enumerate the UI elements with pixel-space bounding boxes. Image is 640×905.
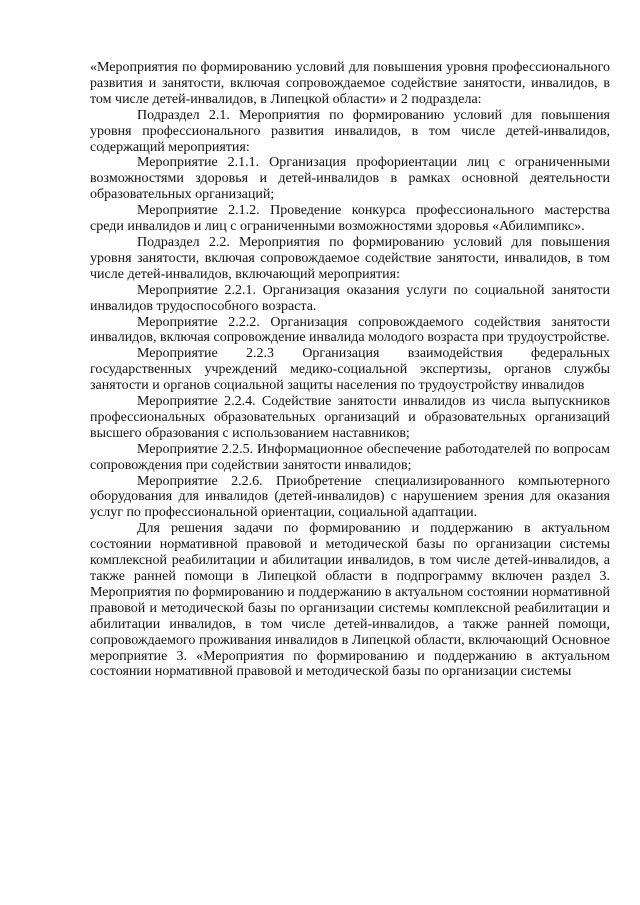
paragraph-measure-2-2-5: Мероприятие 2.2.5. Информационное обеспечение работодателей по вопросам сопровождения при содействии занятости инвалидов; xyxy=(90,441,610,473)
paragraph-intro-continuation: «Мероприятия по формированию условий для повышения уровня профессионального развития и занятости, включая сопровождаемое содействие занятости, инвалидов, в том числе детей-инвалидов, в Липецкой области» и 2 подраздела: xyxy=(90,60,610,107)
paragraph-measure-2-2-2: Мероприятие 2.2.2. Организация сопровождаемого содействия занятости инвалидов, включая сопровождение инвалида молодого возраста при трудоустройстве. xyxy=(90,314,610,346)
paragraph-measure-2-2-3: Мероприятие 2.2.3 Организация взаимодействия федеральных государственных учреждений медико-социальной экспертизы, органов службы занятости и органов социальной защиты населения по трудоустройству инвалидов xyxy=(90,346,610,394)
document-page xyxy=(90,60,610,680)
paragraph-measure-2-2-1: Мероприятие 2.2.1. Организация оказания услуги по социальной занятости инвалидов трудоспособного возраста. xyxy=(90,282,610,314)
paragraph-measure-2-2-6: Мероприятие 2.2.6. Приобретение специализированного компьютерного оборудования для инвалидов (детей-инвалидов) с нарушением зрения для оказания услуг по профессиональной ориентации, социальной адаптации. xyxy=(90,473,610,521)
paragraph-section-3: Для решения задачи по формированию и поддержанию в актуальном состоянии нормативной правовой и методической базы по организации системы комплексной реабилитации и абилитации инвалидов, в том числе детей-инвалидов, а также ранней помощи в Липецкой области в подпрограмму включен раздел 3. Мероприятия по формированию и поддержанию в актуальном состоянии нормативной правовой и методической базы по организации системы комплексной реабилитации и абилитации инвалидов, в том числе детей-инвалидов, а также ранней помощи, сопровождаемого проживания инвалидов в Липецкой области, включающий Основное мероприятие 3. «Мероприятия по формированию и поддержанию в актуальном состоянии нормативной правовой и методической базы по организации системы xyxy=(90,521,610,680)
paragraph-measure-2-2-4: Мероприятие 2.2.4. Содействие занятости инвалидов из числа выпускников профессиональных образовательных организаций и образовательных организаций высшего образования с использованием наставников; xyxy=(90,394,610,441)
paragraph-subsection-2-2: Подраздел 2.2. Мероприятия по формированию условий для повышения уровня занятости, включая сопровождаемое содействие занятости, инвалидов, в том числе детей-инвалидов, включающий мероприятия: xyxy=(90,234,610,282)
paragraph-measure-2-1-1: Мероприятие 2.1.1. Организация профориентации лиц с ограниченными возможностями здоровья и детей-инвалидов в рамках основной деятельности образовательных организаций; xyxy=(90,155,610,203)
paragraph-measure-2-1-2: Мероприятие 2.1.2. Проведение конкурса профессионального мастерства среди инвалидов и лиц с ограниченными возможностями здоровья «Абилимпикс». xyxy=(90,203,610,235)
paragraph-subsection-2-1: Подраздел 2.1. Мероприятия по формированию условий для повышения уровня профессионального развития инвалидов, в том числе детей-инвалидов, содержащий мероприятия: xyxy=(90,107,610,155)
